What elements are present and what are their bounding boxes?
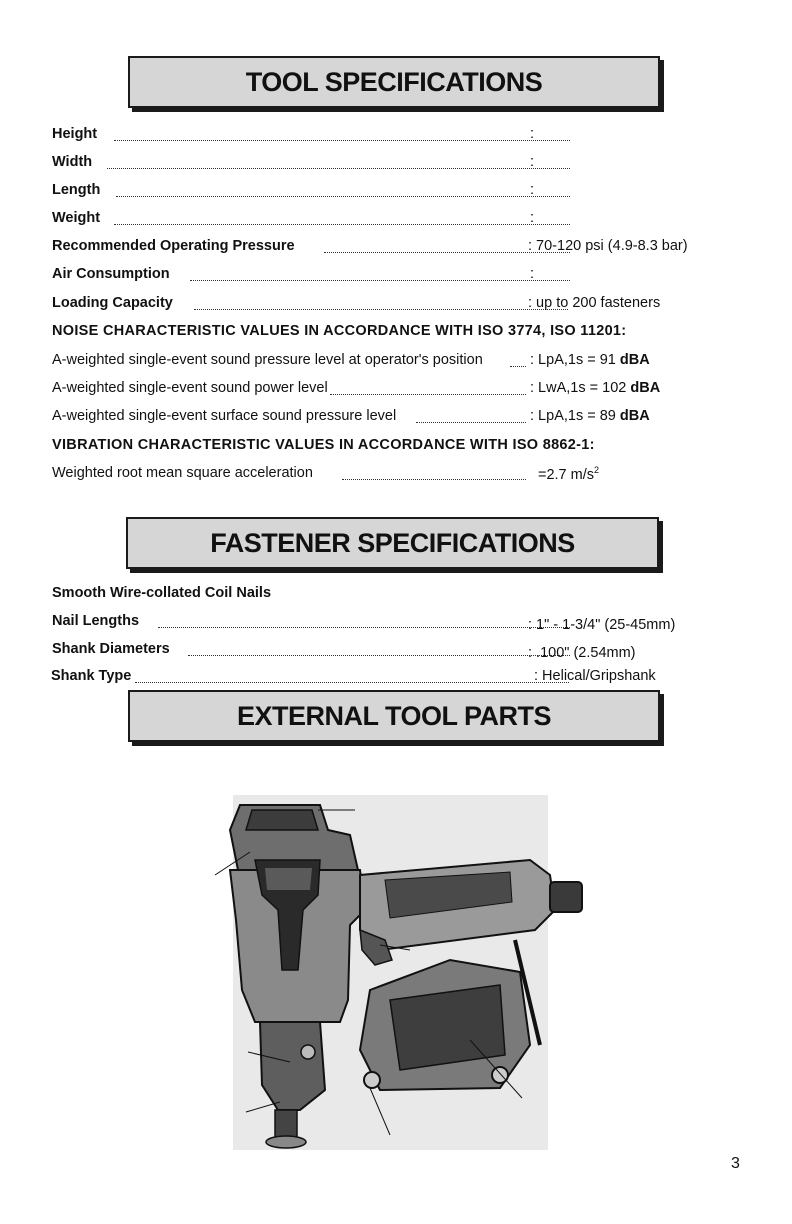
dot-leader [158,627,570,628]
dot-leader [194,309,568,310]
fastener-specs-title: FASTENER SPECIFICATIONS [210,527,575,558]
spec-value: : [530,126,535,142]
magazine-pivot [364,1072,380,1088]
noise-sub: pA,1s = 91 [546,352,620,368]
spec-label: Weight [52,210,101,226]
spec-row-weight [52,210,742,232]
tool-specs-banner [128,56,660,108]
tool-specs-title: TOOL SPECIFICATIONS [245,66,543,97]
spec-row-height [52,126,742,148]
spec-row-width [52,154,742,176]
spec-value: : 70-120 psi (4.9-8.3 bar) [528,238,688,254]
noise-value [530,408,650,424]
vibration-label: Weighted root mean square acceleration [52,465,313,481]
dot-leader [416,422,526,423]
noise-label: A-weighted single-event surface sound pressure level [52,408,397,424]
depth-adjust-knob [301,1045,315,1059]
spec-value: : [530,154,535,170]
noise-prefix: : L [530,408,547,424]
noise-sub: wA,1s = 102 [546,380,631,396]
magazine-cover [390,985,505,1070]
spec-value: : [530,266,535,282]
fastener-value: : 1" - 1-3/4" (25-45mm) [528,617,676,633]
dot-leader [116,196,570,197]
fastener-specs-banner [126,517,659,569]
spec-row-length [52,182,742,204]
fastener-label: Shank Type [51,668,132,684]
vibration-value [538,465,599,483]
fastener-value: : Helical/Gripshank [534,668,656,684]
contact-tip [266,1136,306,1148]
spec-label: Air Consumption [52,266,170,282]
noise-value [530,380,660,396]
fastener-row-nail-lengths [52,613,742,635]
external-parts-banner [128,690,660,742]
vibration-row [52,465,742,487]
noise-row-power [52,380,742,402]
dot-leader [188,655,570,656]
spec-value: : [530,182,535,198]
nose-assembly [260,1022,325,1110]
dot-leader [114,224,570,225]
fastener-label: Shank Diameters [52,641,170,657]
vibration-exponent: 2 [594,465,600,475]
spec-row-operating-pressure [52,238,742,260]
fastener-row-shank-diameters [52,641,742,663]
exhaust-vent [246,810,318,830]
dot-leader [510,366,526,367]
fastener-row-shank-type [51,668,741,690]
noise-sub: pA,1s = 89 [546,408,620,424]
noise-row-surface [52,408,742,430]
fastener-subheading: Smooth Wire-collated Coil Nails [52,585,272,601]
fastener-value: : .100" (2.54mm) [528,645,636,661]
noise-label: A-weighted single-event sound power level [52,380,328,396]
dot-leader [107,168,570,169]
spec-value: : up to 200 fasteners [528,295,661,311]
external-parts-title: EXTERNAL TOOL PARTS [236,700,552,731]
dot-leader [342,479,526,480]
vibration-number: =2.7 m/s [538,466,595,483]
noise-unit: dBA [619,408,650,424]
logo-panel [265,868,312,890]
spec-row-air-consumption [52,266,742,288]
spec-label: Recommended Operating Pressure [52,238,295,254]
spec-value: : [530,210,535,226]
air-inlet-fitting [550,882,582,912]
noise-prefix: : L [530,380,547,396]
spec-label: Length [52,182,101,198]
dot-leader [190,280,570,281]
page-number: 3 [731,1155,740,1172]
dot-leader [330,394,526,395]
spec-label: Height [52,126,98,142]
noise-prefix: : L [530,352,547,368]
fastener-label: Nail Lengths [52,613,140,629]
noise-row-operator [52,352,742,374]
spec-label: Width [52,154,93,170]
noise-heading: NOISE CHARACTERISTIC VALUES IN ACCORDANCE WITH ISO 3774, ISO 11201: [52,323,627,339]
dot-leader [135,682,569,683]
spec-label: Loading Capacity [52,295,173,311]
noise-label: A-weighted single-event sound pressure level at operator's position [52,352,483,368]
coil-nailer-illustration [200,790,620,1160]
spec-row-loading-capacity [52,295,742,317]
noise-unit: dBA [630,380,661,396]
vibration-heading: VIBRATION CHARACTERISTIC VALUES IN ACCORDANCE WITH ISO 8862-1: [52,437,595,453]
noise-unit: dBA [619,352,650,368]
contact-arm [275,1110,297,1138]
magazine-latch [492,1067,508,1083]
noise-value [530,352,650,368]
dot-leader [114,140,570,141]
